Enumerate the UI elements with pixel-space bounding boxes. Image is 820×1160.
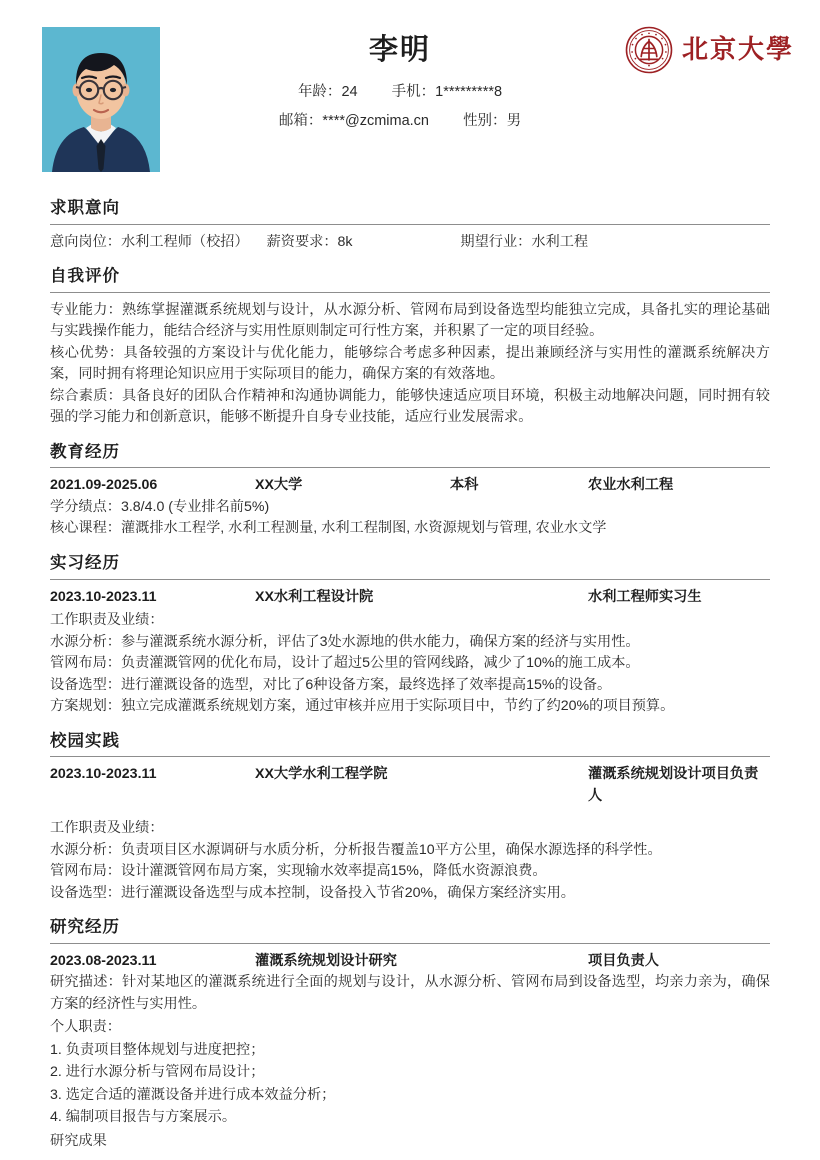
- section-divider: [50, 224, 770, 225]
- section-campus-practice: [0, 718, 820, 905]
- internship-bullet: 管网布局：负责灌溉管网的优化布局，设计了超过5公里的管网线路，减少了10%的施工成本。: [50, 655, 640, 671]
- courses-label: 核心课程：: [50, 520, 121, 537]
- section-divider: [50, 579, 770, 580]
- research-project: 灌溉系统规划设计研究: [255, 952, 397, 969]
- internship-period: 2023.10-2023.11: [50, 588, 157, 605]
- campus-practice-role: 灌溉系统规划设计项目负责人: [588, 766, 759, 804]
- section-title-education: 教育经历: [50, 442, 120, 461]
- research-role: 项目负责人: [588, 952, 659, 969]
- research-description-label: 研究描述：: [50, 974, 123, 991]
- internship-company: XX水利工程设计院: [255, 588, 374, 605]
- position-value: 水利工程师（校招）: [120, 233, 249, 250]
- section-title-internship: 实习经历: [50, 553, 120, 572]
- research-responsibility: 2. 进行水源分析与管网布局设计；: [50, 1064, 265, 1081]
- research-responsibilities-label: 个人职责：: [50, 1019, 121, 1036]
- resume-header: [0, 0, 820, 182]
- internship-duties-label: 工作职责及业绩：: [50, 612, 164, 628]
- section-divider: [50, 756, 770, 757]
- research-description: [50, 972, 770, 1015]
- age-value: 24: [341, 83, 358, 100]
- education-gpa: [50, 497, 770, 519]
- campus-practice-duties-label: 工作职责及业绩：: [50, 820, 164, 837]
- courses-value: 灌溉排水工程学, 水利工程测量, 水利工程制图, 水资源规划与管理, 农业水文学: [120, 520, 607, 537]
- education-period: 2021.09-2025.06: [50, 477, 158, 494]
- contact-row-2: [210, 114, 590, 129]
- industry-label: 期望行业：: [460, 233, 532, 250]
- research-responsibility: 3. 选定合适的灌溉设备并进行成本效益分析；: [50, 1086, 336, 1103]
- campus-practice-period: 2023.10-2023.11: [50, 766, 157, 783]
- salary-label: 薪资要求：: [266, 233, 338, 250]
- university-seal-icon: [625, 26, 673, 74]
- university-name: 北京大學: [681, 35, 794, 64]
- phone-value: 1*********8: [435, 83, 503, 100]
- section-education: [0, 429, 820, 540]
- section-job-intention: [0, 182, 820, 253]
- section-title-research: 研究经历: [50, 918, 120, 937]
- education-major: 农业水利工程: [588, 477, 674, 494]
- research-row: [50, 951, 770, 973]
- education-degree: 本科: [450, 477, 479, 494]
- internship-bullet: 设备选型：进行灌溉设备的选型，对比了6种设备方案，最终选择了效率提高15%的设备。: [50, 676, 612, 693]
- university-logo: [625, 26, 794, 74]
- research-responsibility: 1. 负责项目整体规划与进度把控；: [50, 1041, 265, 1058]
- salary-value: 8k: [337, 233, 353, 250]
- campus-practice-bullet: 设备选型：进行灌溉设备选型与成本控制，设备投入节省20%，确保方案经济实用。: [50, 884, 575, 901]
- job-intention-row: [50, 232, 770, 254]
- salary-field: [267, 232, 353, 254]
- section-title-job-intention: 求职意向: [50, 199, 120, 217]
- industry-field: [460, 232, 588, 254]
- row-spacer: [50, 807, 770, 816]
- section-divider: [50, 467, 770, 468]
- campus-practice-row: [50, 764, 770, 807]
- self-evaluation-paragraph: 核心优势：具备较强的方案设计与优化能力，能够综合考虑多种因素，提出兼顾经济与实用性的灌溉系统解决方案，同时拥有将理论知识应用于实际项目的能力，确保方案的有效落地。: [50, 344, 770, 383]
- contact-row-1: [210, 85, 590, 100]
- internship-bullet: 水源分析：参与灌溉系统水源分析，评估了3处水源地的供水能力，确保方案的经济与实用性。: [50, 633, 640, 650]
- campus-practice-bullet: 管网布局：设计灌溉管网布局方案，实现输水效率提高15%，降低水资源浪费。: [50, 863, 547, 880]
- page-title: 李明: [368, 34, 431, 66]
- research-period: 2023.08-2023.11: [50, 952, 157, 969]
- avatar: [42, 27, 160, 172]
- campus-practice-bullet: 水源分析：负责项目区水源调研与水质分析，分析报告覆盖10平方公里，确保水源选择的科学性。: [50, 841, 662, 858]
- phone-label: 手机：: [391, 83, 436, 100]
- section-title-campus-practice: 校园实践: [50, 731, 120, 750]
- internship-role: 水利工程师实习生: [588, 588, 702, 605]
- gpa-label: 学分绩点：: [50, 498, 121, 515]
- gpa-value: 3.8/4.0 (专业排名前5%): [120, 498, 270, 515]
- section-title-self-evaluation: 自我评价: [50, 267, 120, 286]
- age-label: 年龄：: [297, 83, 342, 100]
- section-research: [0, 904, 820, 1152]
- education-school: XX大学: [255, 477, 303, 494]
- position-field: [50, 232, 249, 254]
- age-field: [298, 85, 358, 100]
- phone-field: [392, 85, 502, 100]
- research-responsibility: 4. 编制项目报告与方案展示。: [50, 1109, 237, 1126]
- self-evaluation-paragraph: 综合素质：具备良好的团队合作精神和沟通协调能力，能够快速适应项目环境，积极主动地解决问题，同时拥有较强的学习能力和创新意识，能够不断提升自身专业技能，适应行业发展需求。: [50, 387, 770, 426]
- section-divider: [50, 292, 770, 293]
- email-label: 邮箱：: [278, 113, 323, 130]
- gender-value: 男: [506, 113, 522, 130]
- education-courses: [50, 518, 770, 540]
- position-label: 意向岗位：: [50, 233, 121, 250]
- section-internship: [0, 540, 820, 718]
- header-identity: [210, 33, 590, 129]
- gender-label: 性别：: [463, 113, 507, 130]
- self-evaluation-paragraph: 专业能力：熟练掌握灌溉系统规划与设计，从水源分析、管网布局到设备选型均能独立完成，具备扎实的理论基础与实践操作能力，能结合经济与实用性原则制定可行性方案，并积累了一定的项目经验。: [50, 301, 770, 340]
- email-value: ****@zcmima.cn: [322, 113, 429, 130]
- internship-row: [50, 587, 770, 609]
- education-row: [50, 475, 770, 497]
- research-description-value: 针对某地区的灌溉系统进行全面的规划与设计，从水源分析、管网布局到设备选型，均亲力亲为，确保方案的经济性与实用性。: [50, 974, 770, 1012]
- section-self-evaluation: [0, 253, 820, 429]
- email-field: [279, 114, 429, 129]
- research-results-label: 研究成果: [50, 1132, 107, 1149]
- industry-value: 水利工程: [531, 233, 589, 250]
- internship-bullet: 方案规划：独立完成灌溉系统规划方案，通过审核并应用于实际项目中，节约了约20%的项目预算。: [50, 698, 675, 714]
- gender-field: [463, 114, 521, 129]
- campus-practice-organization: XX大学水利工程学院: [255, 766, 388, 783]
- section-divider: [50, 943, 770, 944]
